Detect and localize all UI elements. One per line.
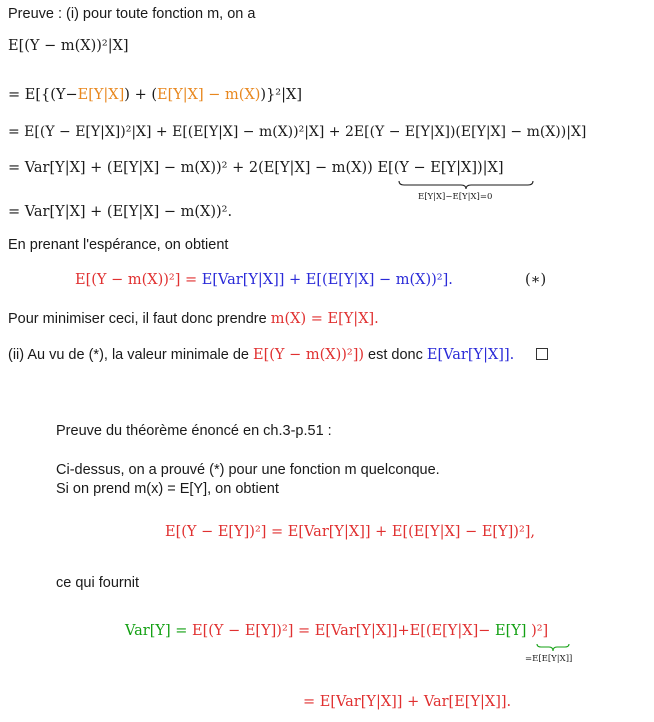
star-equation: [75, 272, 453, 288]
eq2-green-ey: E[Y]: [494, 623, 527, 639]
underbrace-icon: [398, 180, 534, 190]
line2-part-c: ) + (: [124, 87, 157, 103]
theorem-equation-3: = E[Var[Y|X]] + Var[E[Y|X]].: [303, 694, 512, 710]
part2-middle: est donc: [364, 347, 427, 363]
line4-underbrace-term: E[(Y − E[Y|X])|X]: [377, 160, 504, 176]
underbrace-label-2: =E[E[Y|X]]: [525, 654, 573, 664]
theorem-equation-1: E[(Y − E[Y])²] = E[Var[Y|X]] + E[(E[Y|X] − E[Y])²],: [165, 524, 536, 540]
theorem-line-2: Si on prend m(x) = E[Y], on obtient: [56, 481, 279, 497]
expectation-text: En prenant l'espérance, on obtient: [8, 237, 229, 253]
theorem-title: Preuve du théorème énoncé en ch.3-p.51 :: [56, 423, 332, 439]
underbrace-label: E[Y|X]−E[Y|X]=0: [418, 192, 493, 202]
part-ii: [8, 347, 548, 363]
proof-line-4: [8, 160, 504, 176]
proof-line-5: = Var[Y|X] + (E[Y|X] − m(X))².: [8, 204, 233, 220]
line2-part-e: )}²|X]: [260, 87, 302, 103]
proof-line-1: E[(Y − m(X))²|X]: [8, 38, 129, 54]
minimize-label: Pour minimiser ceci, il faut donc prendre: [8, 311, 271, 327]
line4-part-a: = Var[Y|X] + (E[Y|X] − m(X))² + 2(E[Y|X] − m(X)): [8, 160, 378, 176]
which-gives-text: ce qui fournit: [56, 575, 140, 591]
qed-square-icon: [536, 348, 548, 360]
part2-red-term: E[(Y − m(X))²]): [253, 347, 365, 363]
minimize-equation: m(X) = E[Y|X].: [270, 311, 379, 327]
proof-intro: Preuve : (i) pour toute fonction m, on a: [8, 6, 256, 22]
line2-part-a: = E[{(Y−: [8, 87, 78, 103]
part2-label: (ii) Au vu de (*), la valeur minimale de: [8, 347, 253, 363]
proof-line-3: = E[(Y − E[Y|X])²|X] + E[(E[Y|X] − m(X))²|X] + 2E[(Y − E[Y|X])(E[Y|X] − m(X))|X]: [8, 124, 587, 140]
underbrace-icon-2: [536, 643, 570, 652]
line2-orange-term: E[Y|X]: [77, 87, 125, 103]
theorem-equation-2: [125, 623, 548, 639]
theorem-line-1: Ci-dessus, on a prouvé (*) pour une fonction m quelconque.: [56, 462, 440, 478]
part2-blue-term: E[Var[Y|X]].: [426, 347, 515, 363]
minimize-text: [8, 311, 379, 327]
eq2-var-y: Var[Y] =: [125, 623, 192, 639]
eq2-red-end: )²]: [526, 623, 549, 639]
star-eq-left: E[(Y − m(X))²] =: [75, 272, 202, 288]
line2-orange-term-2: E[Y|X] − m(X): [156, 87, 261, 103]
proof-line-2: [8, 87, 302, 103]
star-tag: (∗): [525, 272, 547, 288]
eq2-red-part: E[(Y − E[Y])²] = E[Var[Y|X]]+E[(E[Y|X]−: [191, 623, 495, 639]
star-eq-right: E[Var[Y|X]] + E[(E[Y|X] − m(X))²].: [201, 272, 453, 288]
